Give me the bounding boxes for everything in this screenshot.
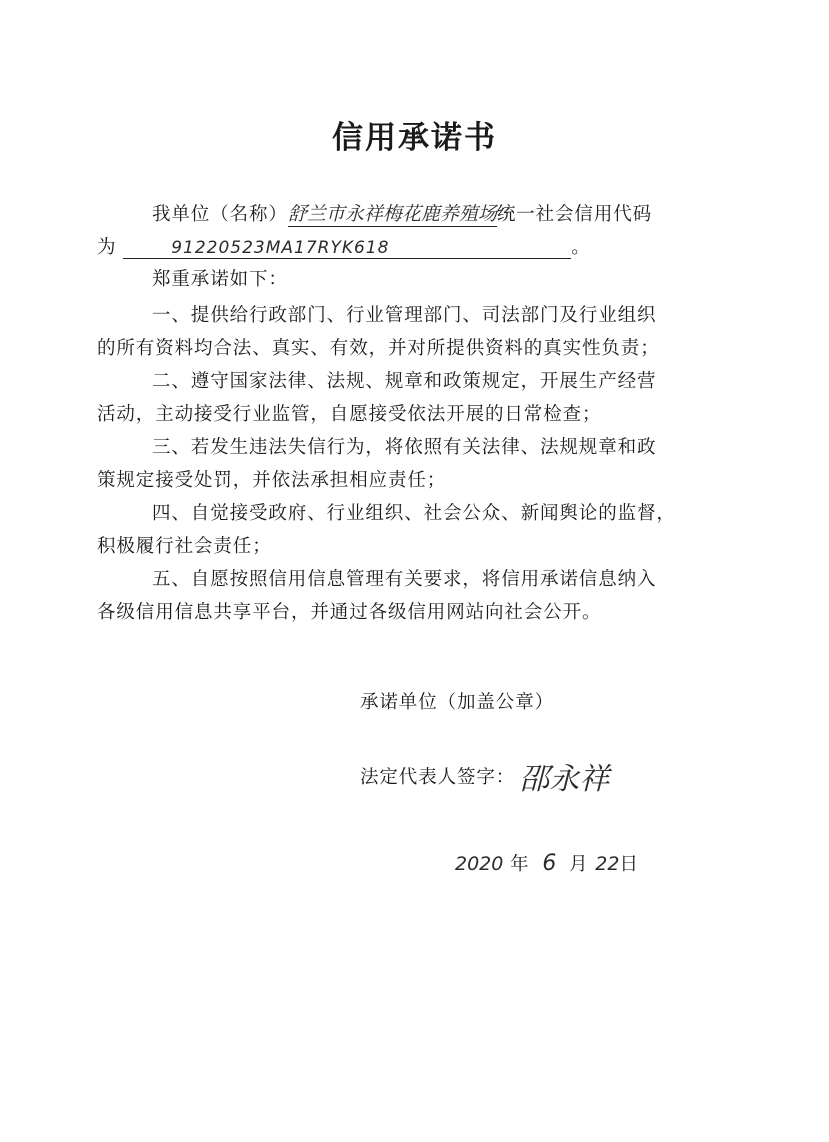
signature-label: 法定代表人签字： xyxy=(360,767,516,788)
signature-handwritten: 邵永祥 xyxy=(519,762,610,797)
seal-label: 承诺单位（加盖公章） xyxy=(360,692,555,713)
paragraph-line: 策规定接受处罚，并依法承担相应责任； xyxy=(97,470,447,491)
paragraph-line: 活动，主动接受行业监管，自愿接受依法开展的日常检查； xyxy=(97,404,602,425)
paragraph-line: 的所有资料均合法、真实、有效，并对所提供资料的真实性负责； xyxy=(97,338,660,359)
unit-name-handwritten: 舒兰市永祥梅花鹿养殖场 xyxy=(288,199,497,227)
date-row xyxy=(455,850,639,876)
paragraph-line: 三、若发生违法失信行为，将依照有关法律、法规规章和政 xyxy=(152,437,657,458)
intro-text: 郑重承诺如下： xyxy=(152,269,288,290)
unit-name-prefix: 我单位（名称） xyxy=(152,204,288,225)
date-day: 22 xyxy=(595,853,620,875)
signature-row xyxy=(360,754,609,798)
date-year-unit: 年 xyxy=(510,854,530,875)
unit-name-suffix: 统一社会信用代码 xyxy=(496,204,653,225)
unit-name-line xyxy=(152,199,652,227)
paragraph-line: 四、自觉接受政府、行业组织、社会公众、新闻舆论的监督， xyxy=(152,503,676,524)
paragraph-line: 二、遵守国家法律、法规、规章和政策规定，开展生产经营 xyxy=(152,371,657,392)
date-month: 6 xyxy=(542,851,557,876)
date-year: 2020 xyxy=(455,853,504,875)
paragraph-line: 一、提供给行政部门、行业管理部门、司法部门及行业组织 xyxy=(152,305,657,326)
document-title: 信用承诺书 xyxy=(332,120,497,156)
paragraph-line: 五、自愿按照信用信息管理有关要求，将信用承诺信息纳入 xyxy=(152,569,657,590)
credit-code-handwritten: 91220523MA17RYK618 xyxy=(171,238,390,258)
credit-code-prefix: 为 xyxy=(97,237,117,258)
date-day-unit: 日 xyxy=(619,854,639,875)
credit-code-suffix: 。 xyxy=(571,237,591,258)
credit-code-field xyxy=(123,237,571,259)
credit-code-line xyxy=(97,233,591,259)
paragraph-line: 各级信用信息共享平台，并通过各级信用网站向社会公开。 xyxy=(97,602,602,623)
paragraph-line: 积极履行社会责任； xyxy=(97,536,272,557)
date-month-unit: 月 xyxy=(569,854,589,875)
